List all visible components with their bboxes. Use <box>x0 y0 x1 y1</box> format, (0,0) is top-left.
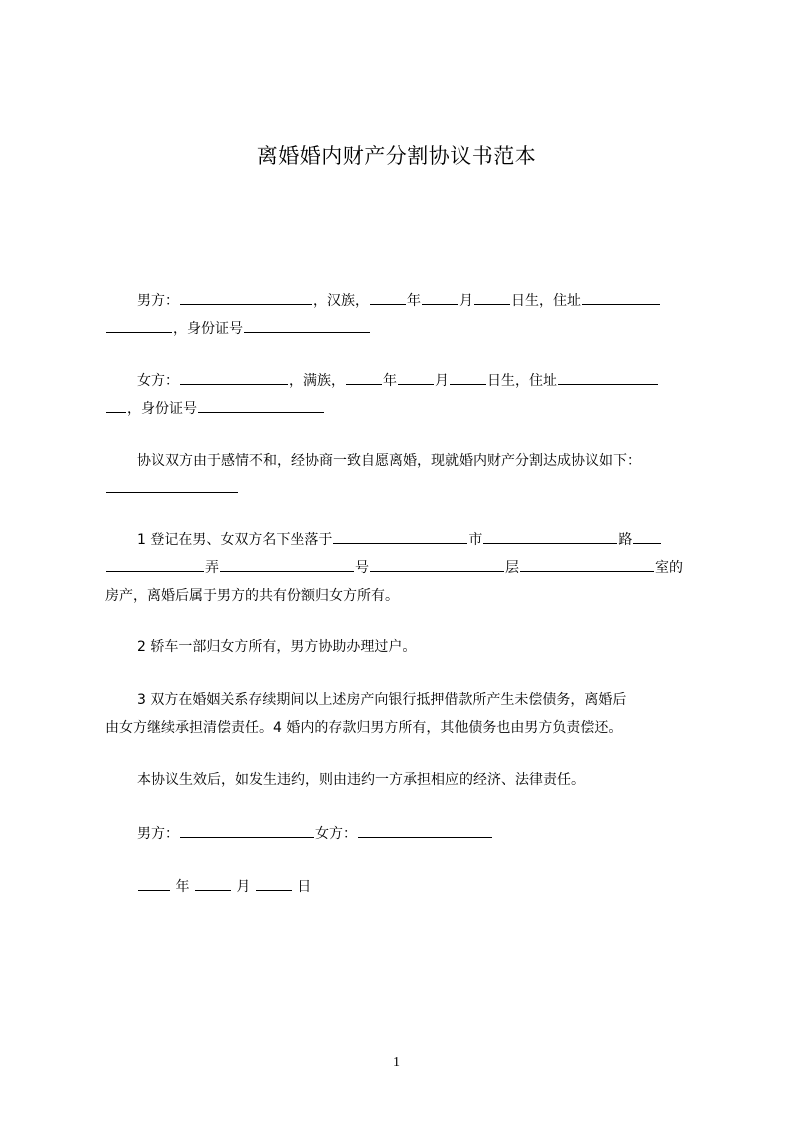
male-signature-label: 男方： <box>137 826 179 842</box>
road-blank-cont[interactable] <box>106 554 204 572</box>
date-block <box>105 873 705 901</box>
female-address-label: 日生，住址 <box>487 373 557 389</box>
road-label: 路 <box>618 532 633 548</box>
item-1-start: 1 登记在男、女双方名下坐落于 <box>137 532 333 548</box>
male-party-block <box>105 287 705 343</box>
intro-blank[interactable] <box>106 475 238 493</box>
male-address-label: 日生，住址 <box>511 293 581 309</box>
female-signature-blank[interactable] <box>358 820 492 838</box>
male-signature-blank[interactable] <box>180 820 314 838</box>
date-day-blank[interactable] <box>256 873 292 891</box>
male-ethnic-label: ，汉族， <box>313 293 369 309</box>
female-ethnic-label: ，满族， <box>289 373 345 389</box>
female-label: 女方： <box>137 373 179 389</box>
lane-blank[interactable] <box>220 554 354 572</box>
female-signature-label: 女方： <box>315 826 357 842</box>
date-year-label: 年 <box>175 879 190 895</box>
female-birth-year-blank[interactable] <box>346 367 382 385</box>
floor-label: 层 <box>505 560 519 576</box>
female-birth-month-blank[interactable] <box>398 367 434 385</box>
lane-label: 弄 <box>205 560 219 576</box>
male-birth-year-blank[interactable] <box>370 287 406 305</box>
intro-paragraph <box>105 447 705 503</box>
date-year-blank[interactable] <box>138 873 170 891</box>
item-3-line-1: 3 双方在婚姻关系存续期间以上述房产向银行抵押借款所产生未偿债务，离婚后 <box>137 692 627 708</box>
liability-text: 本协议生效后，如发生违约，则由违约一方承担相应的经济、法律责任。 <box>137 772 585 788</box>
female-birth-day-blank[interactable] <box>450 367 486 385</box>
date-month-label: 月 <box>236 879 251 895</box>
date-month-blank[interactable] <box>195 873 231 891</box>
female-address-blank-cont[interactable] <box>106 395 126 413</box>
male-year-label: 年 <box>407 293 421 309</box>
item-3-paragraph <box>105 686 705 742</box>
male-address-blank[interactable] <box>582 287 660 305</box>
item-3-line-2: 由女方继续承担清偿责任。4 婚内的存款归男方所有，其他债务也由男方负责偿还。 <box>105 720 623 736</box>
male-label: 男方： <box>137 293 179 309</box>
male-address-blank-cont[interactable] <box>106 315 172 333</box>
number-blank[interactable] <box>370 554 504 572</box>
city-label: 市 <box>468 532 483 548</box>
property-location-blank[interactable] <box>333 526 467 544</box>
female-id-label: ，身份证号 <box>127 401 197 417</box>
road-blank[interactable] <box>633 526 661 544</box>
male-birth-day-blank[interactable] <box>474 287 510 305</box>
item-2-paragraph <box>105 633 705 661</box>
liability-paragraph <box>105 766 705 794</box>
female-month-label: 月 <box>435 373 449 389</box>
female-party-block <box>105 367 705 423</box>
intro-text: 协议双方由于感情不和，经协商一致自愿离婚，现就婚内财产分割达成协议如下： <box>137 453 641 469</box>
item-1-end: 房产，离婚后属于男方的共有份额归女方所有。 <box>105 588 399 604</box>
room-label: 室的 <box>655 560 683 576</box>
number-label: 号 <box>355 560 369 576</box>
item-2-text: 2 轿车一部归女方所有，男方协助办理过户。 <box>137 639 417 655</box>
male-id-blank[interactable] <box>244 315 370 333</box>
male-id-label: ，身份证号 <box>173 321 243 337</box>
date-day-label: 日 <box>297 879 312 895</box>
male-name-blank[interactable] <box>180 287 312 305</box>
city-blank[interactable] <box>483 526 617 544</box>
document-title: 离婚婚内财产分割协议书范本 <box>256 144 537 168</box>
female-name-blank[interactable] <box>180 367 288 385</box>
male-birth-month-blank[interactable] <box>422 287 458 305</box>
signature-block <box>105 820 705 848</box>
female-id-blank[interactable] <box>198 395 324 413</box>
female-year-label: 年 <box>383 373 397 389</box>
page-number: 1 <box>393 1055 400 1070</box>
item-1-paragraph <box>105 526 705 610</box>
male-month-label: 月 <box>459 293 473 309</box>
floor-blank[interactable] <box>520 554 654 572</box>
female-address-blank[interactable] <box>558 367 658 385</box>
